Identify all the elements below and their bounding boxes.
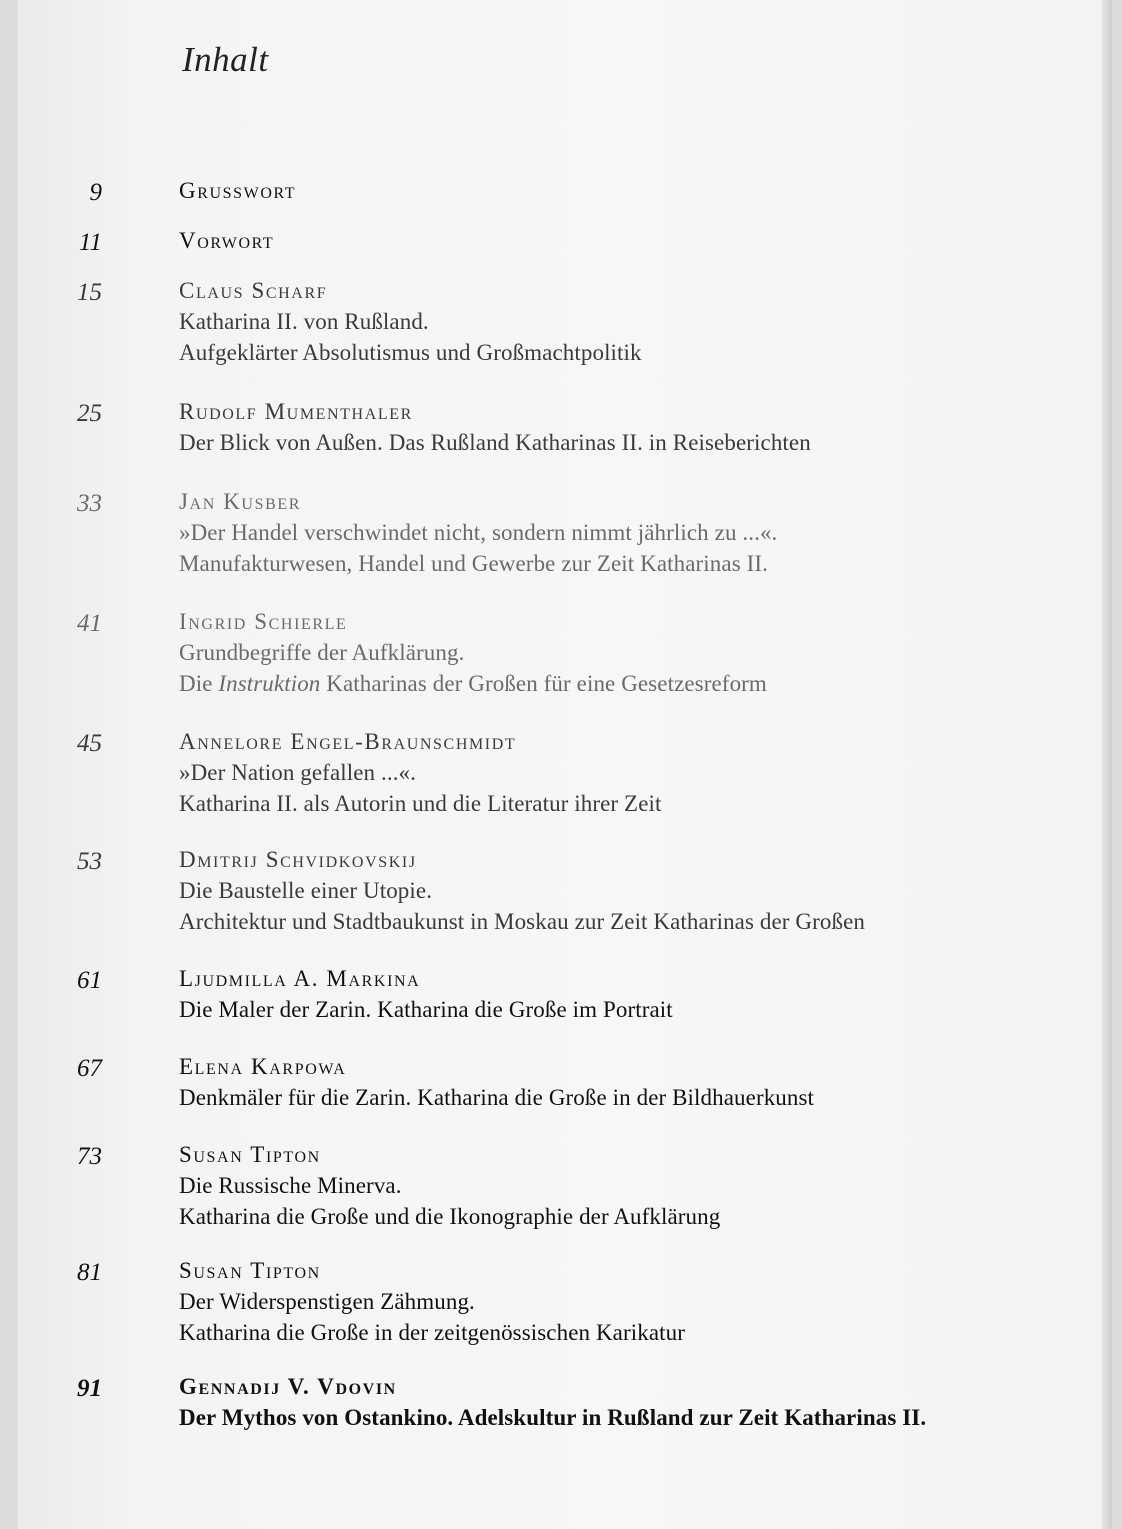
toc-title-line: Aufgeklärter Absolutismus und Großmachtpolitik xyxy=(179,340,642,365)
toc-author: Susan Tipton xyxy=(179,1142,321,1167)
page-title: Inhalt xyxy=(182,40,269,79)
toc-page-number: 45 xyxy=(77,730,102,757)
toc-title-line: Die Baustelle einer Utopie. xyxy=(179,878,433,903)
toc-page-number: 91 xyxy=(77,1375,102,1402)
toc-page-number: 67 xyxy=(77,1055,102,1082)
toc-title-line: Die Maler der Zarin. Katharina die Große im Portrait xyxy=(179,997,673,1022)
toc-author: Susan Tipton xyxy=(179,1258,321,1283)
toc-author: Rudolf Mumenthaler xyxy=(179,399,413,424)
toc-page-number: 25 xyxy=(77,400,102,427)
toc-author: Gennadij V. Vdovin xyxy=(179,1374,397,1399)
toc-page-number: 81 xyxy=(77,1259,102,1286)
toc-italic-text: Instruktion xyxy=(218,671,321,696)
toc-page-number: 61 xyxy=(77,967,102,994)
toc-title-line: Katharina die Große in der zeitgenössischen Karikatur xyxy=(179,1320,685,1345)
toc-title-line: Katharina die Große und die Ikonographie der Aufklärung xyxy=(179,1204,721,1229)
toc-title-line: Denkmäler für die Zarin. Katharina die Große in der Bildhauerkunst xyxy=(179,1085,815,1110)
toc-text: Die xyxy=(179,671,219,696)
toc-author: Ingrid Schierle xyxy=(179,609,348,634)
toc-title-line: Manufakturwesen, Handel und Gewerbe zur Zeit Katharinas II. xyxy=(179,551,768,576)
toc-heading: Vorwort xyxy=(179,228,275,253)
toc-author: Jan Kusber xyxy=(179,489,301,514)
toc-title-line: Der Widerspenstigen Zähmung. xyxy=(179,1289,475,1314)
toc-page-number: 9 xyxy=(89,179,102,206)
toc-heading: Grusswort xyxy=(179,178,297,203)
toc-title-line: Katharina II. als Autorin und die Literatur ihrer Zeit xyxy=(179,791,662,816)
toc-page-number: 41 xyxy=(77,610,102,637)
toc-author: Ljudmilla A. Markina xyxy=(179,966,421,991)
toc-title-line: Architektur und Stadtbaukunst in Moskau zur Zeit Katharinas der Großen xyxy=(179,909,865,934)
toc-author: Dmitrij Schvidkovskij xyxy=(179,847,417,872)
toc-page-number: 73 xyxy=(77,1143,102,1170)
toc-title-line xyxy=(179,668,1090,699)
toc-author: Annelore Engel-Braunschmidt xyxy=(179,729,517,754)
toc-text: Katharinas der Großen für eine Gesetzesreform xyxy=(320,671,767,696)
toc-page-number: 53 xyxy=(77,848,102,875)
toc-title-line: »Der Nation gefallen ...«. xyxy=(179,760,416,785)
toc-title-line: Die Russische Minerva. xyxy=(179,1173,402,1198)
toc-page-number: 15 xyxy=(77,279,102,306)
toc-title-line: Grundbegriffe der Aufklärung. xyxy=(179,640,465,665)
toc-page-number: 11 xyxy=(78,229,102,256)
toc-title-line: »Der Handel verschwindet nicht, sondern nimmt jährlich zu ...«. xyxy=(179,520,778,545)
toc-title-line: Katharina II. von Rußland. xyxy=(179,309,429,334)
toc-page-number: 33 xyxy=(77,490,102,517)
toc-author: Claus Scharf xyxy=(179,278,328,303)
toc-title-line: Der Mythos von Ostankino. Adelskultur in Rußland zur Zeit Katharinas II. xyxy=(179,1405,927,1430)
toc-author: Elena Karpowa xyxy=(179,1054,347,1079)
toc-title-line: Der Blick von Außen. Das Rußland Katharinas II. in Reiseberichten xyxy=(179,430,811,455)
